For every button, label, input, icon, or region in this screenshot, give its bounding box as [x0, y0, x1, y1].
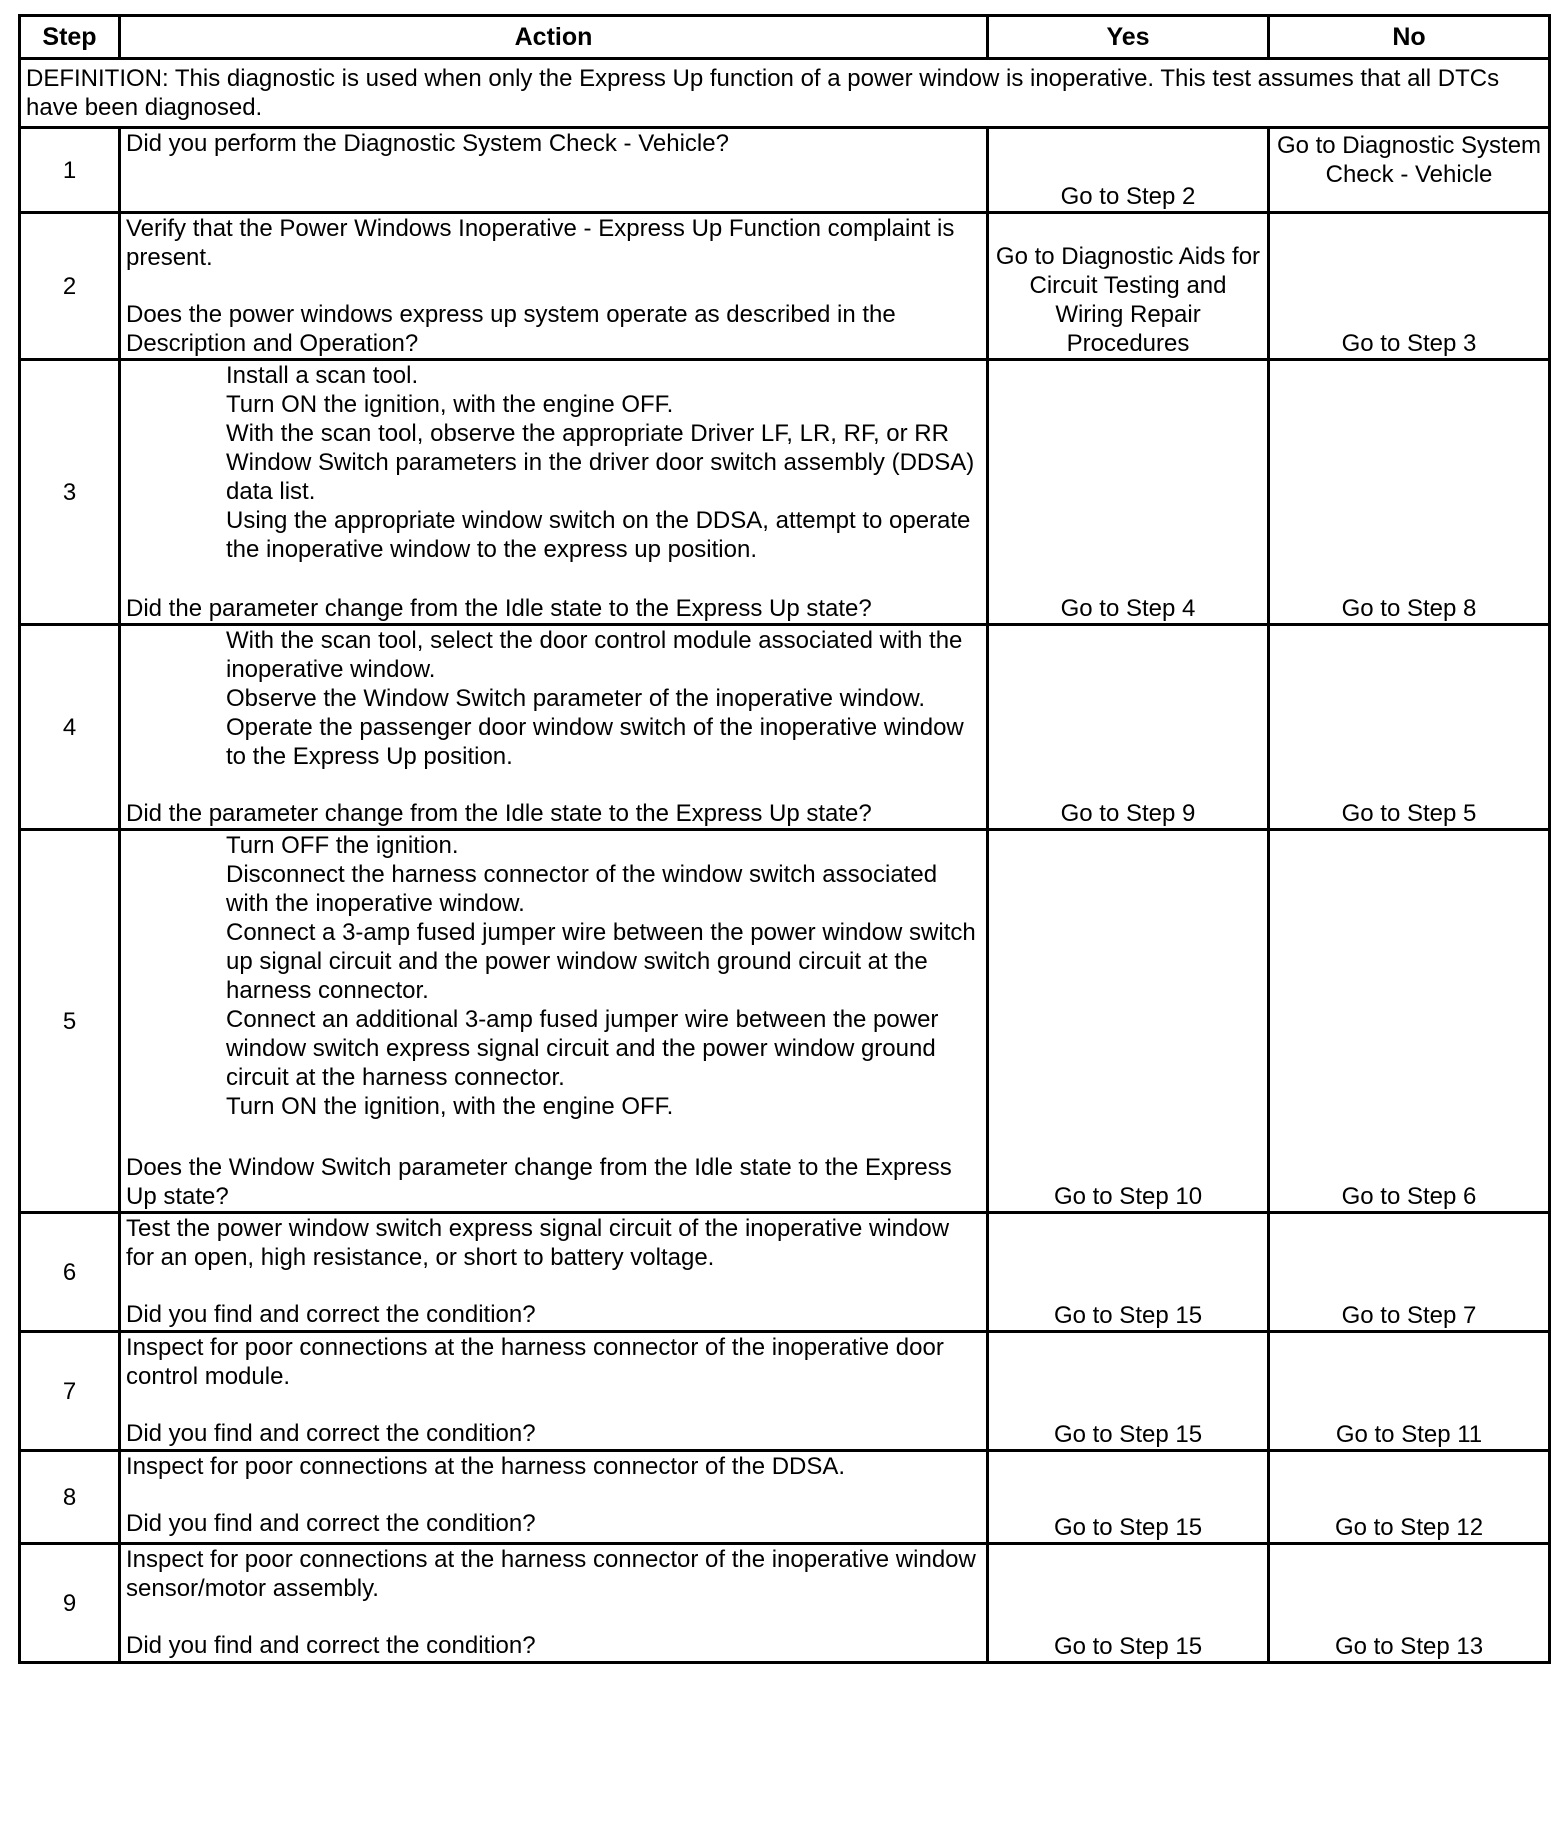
no-result: Go to Step 8 — [1269, 360, 1550, 625]
table-row — [20, 1213, 1550, 1332]
no-result: Go to Diagnostic System Check - Vehicle — [1269, 128, 1550, 213]
table-row — [20, 830, 1550, 1213]
no-result: Go to Step 11 — [1269, 1332, 1550, 1451]
substep-item: Disconnect the harness connector of the window switch associated with the inoperative window. — [226, 861, 938, 917]
step-intro: Inspect for poor connections at the harness connector of the inoperative door control module. — [126, 1334, 944, 1390]
action-cell — [120, 128, 988, 213]
step-intro: Verify that the Power Windows Inoperative - Express Up Function complaint is present. — [126, 215, 955, 271]
definition-row — [20, 59, 1550, 128]
substep-item: Using the appropriate window switch on the DDSA, attempt to operate the inoperative window to the express up position. — [226, 507, 971, 563]
header-yes: Yes — [988, 16, 1269, 59]
yes-result: Go to Step 9 — [988, 625, 1269, 830]
substep-item: Turn OFF the ignition. — [226, 832, 459, 859]
step-question: Did the parameter change from the Idle state to the Express Up state? — [126, 595, 872, 622]
substep-item: Observe the Window Switch parameter of the inoperative window. — [226, 685, 926, 712]
substep-list — [126, 626, 981, 771]
step-number: 7 — [20, 1332, 120, 1451]
action-cell — [120, 1451, 988, 1544]
substep-item: Connect an additional 3-amp fused jumper wire between the power window switch express signal circuit and the power window ground circuit at the harness connector. — [226, 1006, 939, 1091]
step-number: 2 — [20, 213, 120, 360]
header-no: No — [1269, 16, 1550, 59]
step-question: Did you find and correct the condition? — [126, 1301, 536, 1328]
substep-item: With the scan tool, observe the appropriate Driver LF, LR, RF, or RR Window Switch parameters in the driver door switch assembly (DDSA) data list. — [226, 420, 975, 505]
step-number: 9 — [20, 1544, 120, 1663]
no-result: Go to Step 12 — [1269, 1451, 1550, 1544]
action-cell — [120, 213, 988, 360]
header-row — [20, 16, 1550, 59]
step-question: Did you find and correct the condition? — [126, 1510, 536, 1537]
table-row — [20, 360, 1550, 625]
no-result: Go to Step 3 — [1269, 213, 1550, 360]
substep-item: With the scan tool, select the door control module associated with the inoperative window. — [226, 627, 963, 683]
table-row — [20, 625, 1550, 830]
action-cell — [120, 1332, 988, 1451]
step-number: 1 — [20, 128, 120, 213]
step-question: Did you perform the Diagnostic System Check - Vehicle? — [126, 130, 729, 157]
action-cell — [120, 625, 988, 830]
table-row — [20, 1332, 1550, 1451]
yes-result: Go to Step 15 — [988, 1213, 1269, 1332]
yes-result: Go to Step 15 — [988, 1332, 1269, 1451]
yes-result: Go to Step 15 — [988, 1544, 1269, 1663]
diagnostic-table — [18, 14, 1551, 1664]
substep-item: Operate the passenger door window switch of the inoperative window to the Express Up position. — [226, 714, 964, 770]
action-cell — [120, 360, 988, 625]
step-question: Did you find and correct the condition? — [126, 1632, 536, 1659]
step-question: Did you find and correct the condition? — [126, 1420, 536, 1447]
table-row — [20, 213, 1550, 360]
yes-result: Go to Step 4 — [988, 360, 1269, 625]
header-step: Step — [20, 16, 120, 59]
no-result: Go to Step 6 — [1269, 830, 1550, 1213]
action-cell — [120, 1213, 988, 1332]
substep-item: Connect a 3-amp fused jumper wire between the power window switch up signal circuit and the power window switch ground circuit at the harness connector. — [226, 919, 976, 1004]
substep-list — [126, 361, 981, 564]
step-intro: Test the power window switch express signal circuit of the inoperative window for an open, high resistance, or short to battery voltage. — [126, 1215, 950, 1271]
no-result: Go to Step 7 — [1269, 1213, 1550, 1332]
substep-list — [126, 831, 981, 1121]
action-cell — [120, 1544, 988, 1663]
definition-text: DEFINITION: This diagnostic is used when only the Express Up function of a power window is inoperative. This test assumes that all DTCs have been diagnosed. — [20, 59, 1550, 128]
step-number: 5 — [20, 830, 120, 1213]
no-result: Go to Step 5 — [1269, 625, 1550, 830]
step-number: 3 — [20, 360, 120, 625]
substep-item: Turn ON the ignition, with the engine OFF. — [226, 1093, 674, 1120]
table-row — [20, 1544, 1550, 1663]
step-question: Did the parameter change from the Idle state to the Express Up state? — [126, 800, 872, 827]
yes-result: Go to Step 15 — [988, 1451, 1269, 1544]
step-number: 6 — [20, 1213, 120, 1332]
yes-result: Go to Diagnostic Aids for Circuit Testing and Wiring Repair Procedures — [988, 213, 1269, 360]
step-question: Does the power windows express up system operate as described in the Description and Operation? — [126, 301, 896, 357]
yes-result: Go to Step 10 — [988, 830, 1269, 1213]
substep-item: Turn ON the ignition, with the engine OFF. — [226, 391, 674, 418]
header-action: Action — [120, 16, 988, 59]
step-intro: Inspect for poor connections at the harness connector of the inoperative window sensor/motor assembly. — [126, 1546, 976, 1602]
substep-item: Install a scan tool. — [226, 362, 419, 389]
step-number: 8 — [20, 1451, 120, 1544]
step-intro: Inspect for poor connections at the harness connector of the DDSA. — [126, 1453, 846, 1480]
table-row — [20, 1451, 1550, 1544]
table-row — [20, 128, 1550, 213]
action-cell — [120, 830, 988, 1213]
yes-result: Go to Step 2 — [988, 128, 1269, 213]
no-result: Go to Step 13 — [1269, 1544, 1550, 1663]
step-question: Does the Window Switch parameter change from the Idle state to the Express Up state? — [126, 1154, 952, 1210]
step-number: 4 — [20, 625, 120, 830]
